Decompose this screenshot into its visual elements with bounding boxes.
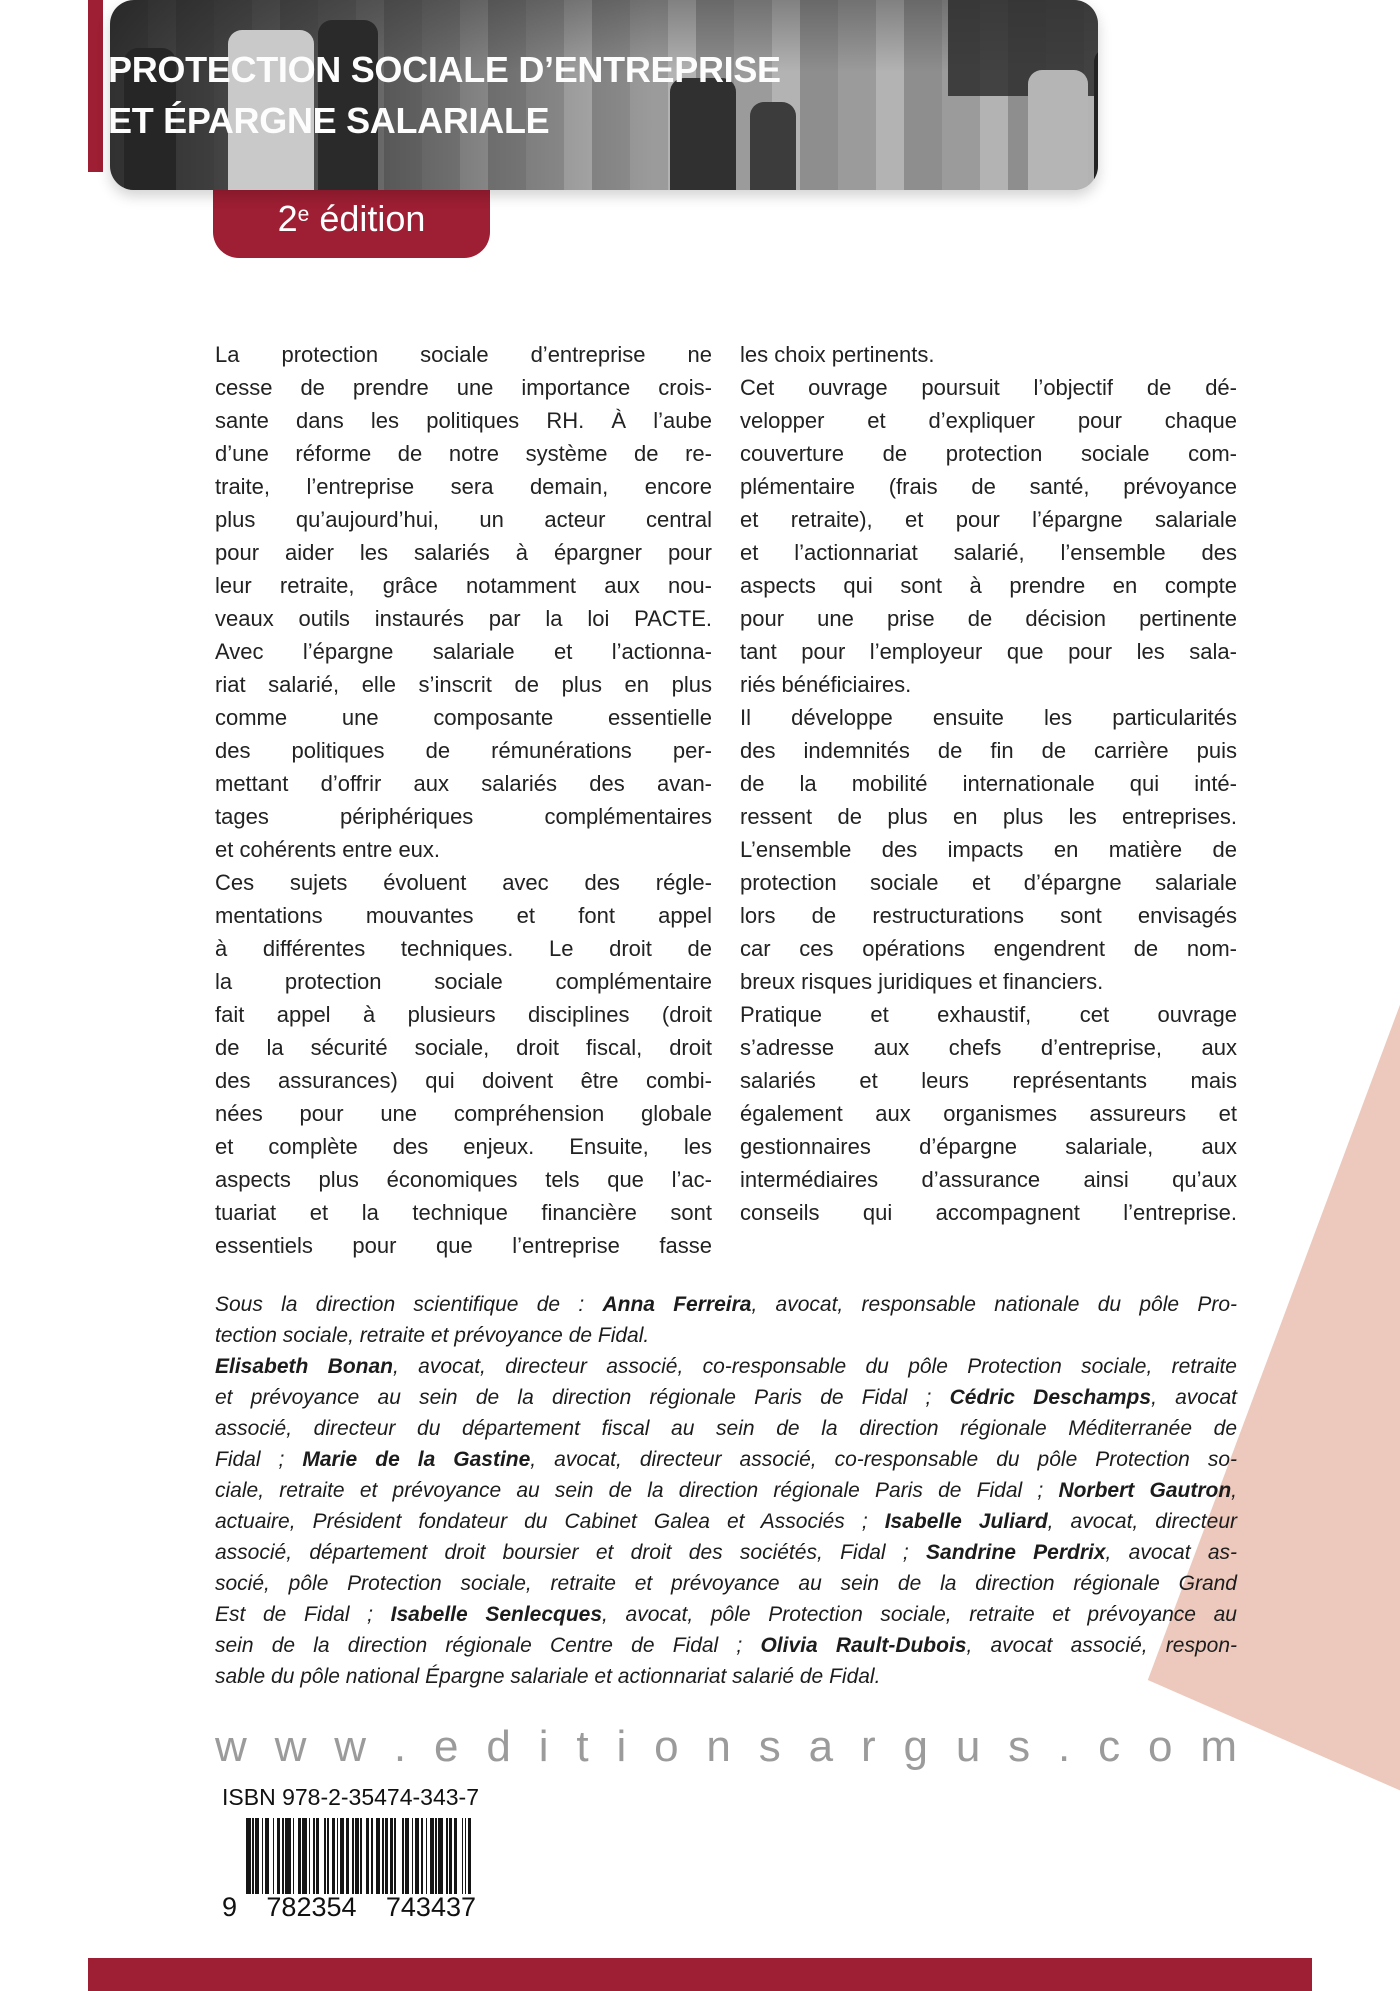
text-line: mettant d’offrir aux salariés des avan- — [215, 771, 712, 796]
text-line: L’ensemble des impacts en matière de — [740, 837, 1237, 862]
text-line: la protection sociale complémentaire — [215, 969, 712, 994]
text-line: protection sociale et d’épargne salariale — [740, 870, 1237, 895]
text-line: tuariat et la technique financière sont — [215, 1200, 712, 1225]
text-line: s’adresse aux chefs d’entreprise, aux — [740, 1035, 1237, 1060]
text-line: d’une réforme de notre système de re- — [215, 441, 712, 466]
text-line: associé, directeur du département fiscal au sein de la direction régionale Méditerranée de — [215, 1417, 1237, 1440]
edition-badge-label: 2e édition — [277, 198, 426, 239]
text-line: également aux organismes assureurs et — [740, 1101, 1237, 1126]
text-line: riés bénéficiaires. — [740, 672, 912, 697]
text-line: plémentaire (frais de santé, prévoyance — [740, 474, 1237, 499]
text-line: sein de la direction régionale Centre de Fidal ; Olivia Rault-Dubois, avocat associé, respon- — [215, 1634, 1237, 1657]
text-line: socié, pôle Protection sociale, retraite et prévoyance au sein de la direction régionale Grand — [215, 1572, 1237, 1595]
text-line: associé, département droit boursier et droit des sociétés, Fidal ; Sandrine Perdrix, avocat as- — [215, 1541, 1238, 1564]
text-line: et complète des enjeux. Ensuite, les — [215, 1134, 712, 1159]
text-line: aspects qui sont à prendre en compte — [740, 573, 1237, 598]
credits-block — [215, 1289, 1237, 1692]
text-line: conseils qui accompagnent l’entreprise. — [740, 1200, 1237, 1225]
text-line: intermédiaires d’assurance ainsi qu’aux — [740, 1167, 1237, 1192]
text-line: Ces sujets évoluent avec des régle- — [215, 870, 712, 895]
text-line: velopper et d’expliquer pour chaque — [740, 408, 1237, 433]
text-line: mentations mouvantes et font appel — [215, 903, 712, 928]
text-line: Cet ouvrage poursuit l’objectif de dé- — [740, 375, 1237, 400]
text-line: Sous la direction scientifique de : Anna Ferreira, avocat, responsable nationale du pôle Pro- — [215, 1293, 1237, 1316]
text-line: La protection sociale d’entreprise ne — [215, 342, 712, 367]
text-line: Avec l’épargne salariale et l’actionna- — [215, 639, 712, 664]
isbn-label: ISBN 978-2-35474-343-7 — [222, 1784, 479, 1810]
text-line: essentiels pour que l’entreprise fasse — [215, 1233, 712, 1258]
text-line: et retraite), et pour l’épargne salariale — [740, 507, 1237, 532]
text-line: pour une prise de décision pertinente — [740, 606, 1237, 631]
text-line: Il développe ensuite les particularités — [740, 705, 1237, 730]
text-line: de la sécurité sociale, droit fiscal, droit — [215, 1035, 712, 1060]
text-line: traite, l’entreprise sera demain, encore — [215, 474, 712, 499]
body-column-left — [215, 338, 712, 1262]
text-line: Pratique et exhaustif, cet ouvrage — [740, 1002, 1237, 1027]
text-line: car ces opérations engendrent de nom- — [740, 936, 1237, 961]
text-line: ressent de plus en plus les entreprises. — [740, 804, 1237, 829]
text-line: tection sociale, retraite et prévoyance de Fidal. — [215, 1324, 650, 1347]
text-line: tages périphériques complémentaires — [215, 804, 712, 829]
text-line: couverture de protection sociale com- — [740, 441, 1237, 466]
text-line: cesse de prendre une importance crois- — [215, 375, 712, 400]
text-line: aspects plus économiques tels que l’ac- — [215, 1167, 712, 1192]
text-line: et prévoyance au sein de la direction régionale Paris de Fidal ; Cédric Deschamps, avocat — [215, 1386, 1237, 1409]
text-line: nées pour une compréhension globale — [215, 1101, 712, 1126]
text-line: sable du pôle national Épargne salariale et actionnariat salarié de Fidal. — [215, 1665, 881, 1688]
person-silhouette — [1094, 48, 1098, 190]
barcode — [246, 1818, 474, 1894]
text-line: ciale, retraite et prévoyance au sein de la direction régionale Paris de Fidal ; Norbert Gautron, — [215, 1479, 1237, 1502]
text-line: salariés et leurs représentants mais — [740, 1068, 1237, 1093]
body-column-right — [740, 338, 1237, 1229]
book-title-line1: PROTECTION SOCIALE D’ENTREPRISE — [108, 49, 781, 90]
text-line: Elisabeth Bonan, avocat, directeur associé, co-responsable du pôle Protection sociale, retraite — [215, 1355, 1237, 1378]
bottom-red-bar — [88, 1958, 1312, 1991]
barcode-digit-group: 782354 — [266, 1892, 357, 1922]
left-red-accent-bar — [88, 0, 103, 172]
text-line: plus qu’aujourd’hui, un acteur central — [215, 507, 712, 532]
text-line: à différentes techniques. Le droit de — [215, 936, 712, 961]
text-line: tant pour l’employeur que pour les sala- — [740, 639, 1237, 664]
text-line: leur retraite, grâce notamment aux nou- — [215, 573, 712, 598]
text-line: et cohérents entre eux. — [215, 837, 441, 862]
barcode-digit-group: 743437 — [385, 1892, 476, 1922]
barcode-digits — [222, 1892, 476, 1923]
person-silhouette — [1028, 70, 1088, 190]
book-title — [108, 44, 781, 146]
text-line: Est de Fidal ; Isabelle Senlecques, avocat, pôle Protection sociale, retraite et prévoyance au — [215, 1603, 1237, 1626]
text-line: gestionnaires d’épargne salariale, aux — [740, 1134, 1237, 1159]
book-title-line2: ET ÉPARGNE SALARIALE — [108, 100, 550, 141]
text-line: pour aider les salariés à épargner pour — [215, 540, 712, 565]
barcode-digit-group: 9 — [222, 1892, 238, 1922]
text-line: fait appel à plusieurs disciplines (droit — [215, 1002, 712, 1027]
website-text: w w w . e d i t i o n s a r g u s . c o m — [215, 1722, 1237, 1771]
text-line: de la mobilité internationale qui inté- — [740, 771, 1237, 796]
text-line: Fidal ; Marie de la Gastine, avocat, directeur associé, co-responsable du pôle Protection so- — [215, 1448, 1237, 1471]
text-line: et l’actionnariat salarié, l’ensemble des — [740, 540, 1237, 565]
text-line: breux risques juridiques et financiers. — [740, 969, 1104, 994]
text-line: sante dans les politiques RH. À l’aube — [215, 408, 712, 433]
text-line: comme une composante essentielle — [215, 705, 712, 730]
text-line: riat salarié, elle s’inscrit de plus en plus — [215, 672, 712, 697]
text-line: actuaire, Président fondateur du Cabinet Galea et Associés ; Isabelle Juliard, avocat, directeur — [215, 1510, 1237, 1533]
text-line: lors de restructurations sont envisagés — [740, 903, 1237, 928]
text-line: les choix pertinents. — [740, 342, 935, 367]
text-line: des indemnités de fin de carrière puis — [740, 738, 1237, 763]
text-line: veaux outils instaurés par la loi PACTE. — [215, 606, 712, 631]
text-line: des assurances) qui doivent être combi- — [215, 1068, 712, 1093]
text-line: des politiques de rémunérations per- — [215, 738, 712, 763]
